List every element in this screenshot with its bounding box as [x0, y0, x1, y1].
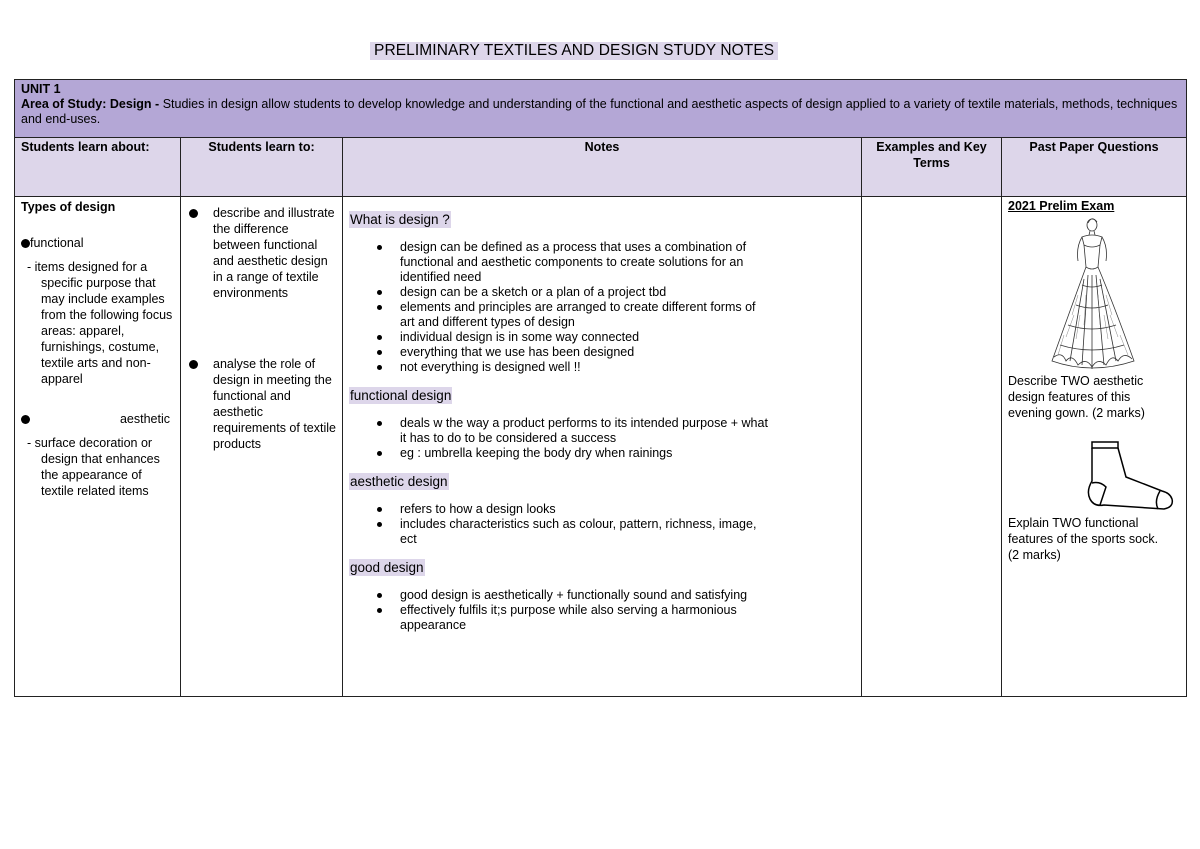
notes-section [349, 559, 855, 633]
study-notes-table [14, 79, 1187, 697]
learn-about-cell [15, 197, 181, 697]
area-of-study-text: Studies in design allow students to develop knowledge and understanding of the functional and aesthetic aspects of design applied to a variety of textile materials, methods, techniques and end-uses. [21, 97, 1178, 126]
notes-point: includes characteristics such as colour, pattern, richness, image, ect [373, 517, 773, 547]
unit-header-row [15, 80, 1187, 138]
functional-bullet [21, 235, 174, 251]
notes-section-heading: aesthetic design [350, 474, 448, 489]
notes-section [349, 473, 855, 547]
notes-list [373, 240, 855, 375]
bullet-icon [21, 415, 30, 424]
notes-list [373, 502, 855, 547]
functional-description: - items designed for a specific purpose that may include examples from the following focus areas: apparel, furnishings, costume, textile arts and non-apparel [27, 260, 173, 386]
aesthetic-description: - surface decoration or design that enhances the appearance of textile related items [27, 436, 160, 498]
notes-point: deals w the way a product performs to its intended purpose + what it has to do to be considered a success [373, 416, 773, 446]
question-1: Describe TWO aesthetic design features of this evening gown. (2 marks) [1008, 374, 1145, 420]
notes-point: not everything is designed well !! [373, 360, 773, 375]
learn-to-cell [181, 197, 343, 697]
notes-list [373, 588, 855, 633]
notes-point: elements and principles are arranged to create different forms of art and different types of design [373, 300, 773, 330]
bullet-icon [189, 360, 198, 369]
notes-point: effectively fulfils it;s purpose while also serving a harmonious appearance [373, 603, 773, 633]
examples-cell [862, 197, 1002, 697]
aesthetic-bullet [21, 411, 174, 427]
notes-point: design can be a sketch or a plan of a project tbd [373, 285, 773, 300]
learn-to-item [187, 356, 336, 452]
bullet-icon [189, 209, 198, 218]
learn-to-item [187, 205, 336, 301]
notes-point: individual design is in some way connected [373, 330, 773, 345]
functional-label: functional [30, 236, 84, 250]
types-of-design-heading: Types of design [21, 200, 116, 214]
sports-sock-image [1086, 441, 1176, 513]
notes-cell [343, 197, 862, 697]
header-examples: Examples and Key Terms [862, 138, 1002, 197]
notes-section [349, 387, 855, 461]
area-of-study-label: Area of Study: Design - [21, 97, 163, 111]
notes-point: everything that we use has been designed [373, 345, 773, 360]
notes-section-heading: functional design [350, 388, 452, 403]
header-notes: Notes [343, 138, 862, 197]
notes-point: design can be defined as a process that uses a combination of functional and aesthetic components to create solutions for an identified need [373, 240, 773, 285]
aesthetic-label: aesthetic [119, 412, 170, 426]
unit-header-cell [15, 80, 1187, 138]
notes-section-heading: What is design ? [350, 212, 450, 227]
content-row [15, 197, 1187, 697]
notes-point: eg : umbrella keeping the body dry when rainings [373, 446, 773, 461]
notes-section-heading: good design [350, 560, 424, 575]
header-learn-to: Students learn to: [181, 138, 343, 197]
header-learn-about: Students learn about: [15, 138, 181, 197]
learn-to-text-1: describe and illustrate the difference between functional and aesthetic design in a range of textile environments [213, 206, 335, 300]
exam-title: 2021 Prelim Exam [1008, 199, 1115, 213]
document-title: PRELIMINARY TEXTILES AND DESIGN STUDY NOTES [370, 42, 778, 60]
question-2: Explain TWO functional features of the sports sock. (2 marks) [1008, 516, 1159, 562]
notes-point: refers to how a design looks [373, 502, 773, 517]
column-header-row [15, 138, 1187, 197]
past-papers-cell [1002, 197, 1187, 697]
bullet-icon [21, 239, 30, 248]
notes-point: good design is aesthetically + functionally sound and satisfying [373, 588, 773, 603]
notes-list [373, 416, 855, 461]
notes-section [349, 211, 855, 375]
header-past-papers: Past Paper Questions [1002, 138, 1187, 197]
learn-to-text-2: analyse the role of design in meeting the functional and aesthetic requirements of textile products [213, 357, 336, 451]
evening-gown-image [1042, 215, 1142, 373]
unit-label: UNIT 1 [21, 82, 61, 96]
